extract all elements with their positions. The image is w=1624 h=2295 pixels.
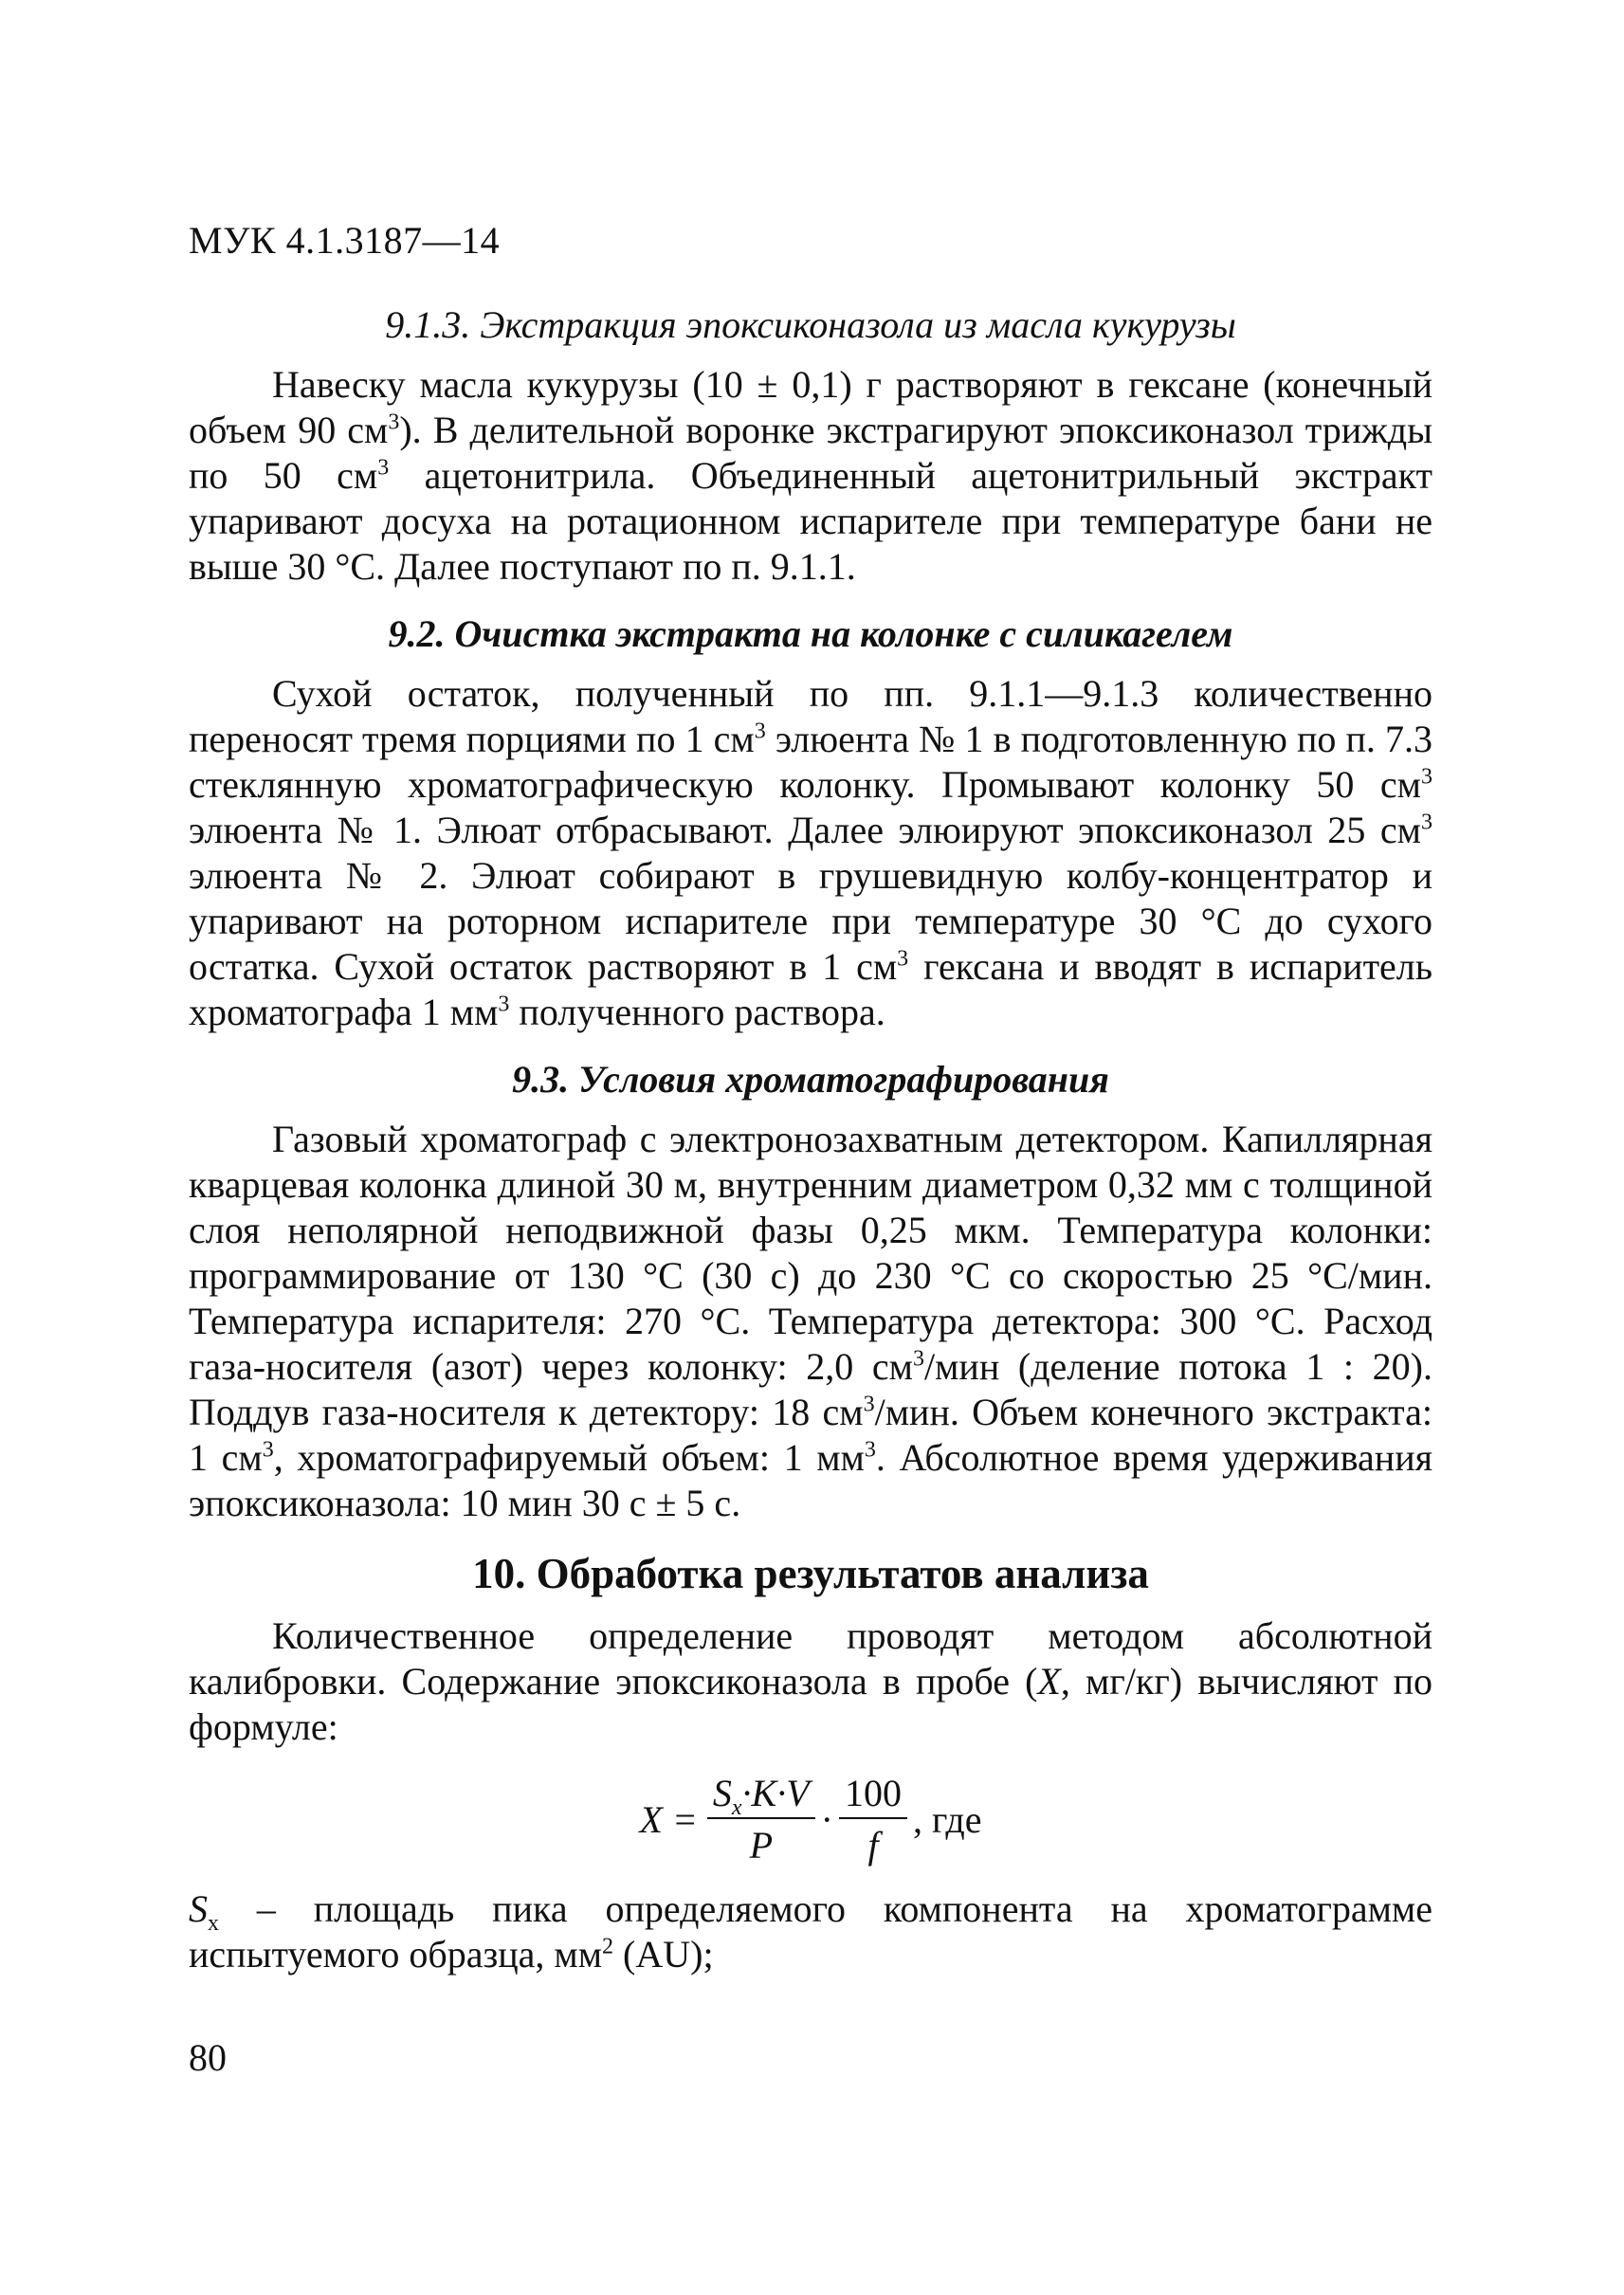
formula-suffix: , где — [913, 1797, 982, 1841]
superscript: 3 — [377, 455, 390, 481]
formula-numerator-2 — [839, 1771, 907, 1819]
text-fragment: , мг/кг) вычисляют по формуле: — [189, 1660, 1432, 1749]
text-fragment: Навеску масла кукурузы (10 ± 0,1) г растворяют в гексане (конечный объем 90 см — [189, 363, 1432, 451]
formula-numerator-1 — [707, 1771, 815, 1819]
formula-denominator-1: P — [749, 1824, 773, 1867]
text-fragment: Газовый хроматограф с электронозахватным детектором. Капиллярная кварцевая колонка длиной 30 м, внутренним диаметром 0,32 мм с толщиной слоя неполярной неподвижной фазы 0,25 мкм. Температура колонки: программирование от 130 °С (30 с) до 230 °С со скоростью 25 °С/мин. Температура испарителя: 270 °С. Температура детектора: 300 °С. Расход газа-носителя (азот) через колонку: 2,0 см — [189, 1118, 1432, 1388]
definition-subscript: x — [208, 1911, 219, 1937]
superscript: 3 — [388, 410, 400, 435]
definition-text: – площадь пика определяемого компонента на хроматограмме испытуемого образца, мм — [189, 1887, 1432, 1976]
page-number: 80 — [189, 2036, 227, 2079]
text-fragment: Сухой остаток, полученный по пп. 9.1.1—9.1.3 количественно переносят тремя порциями по 1 см — [189, 672, 1432, 760]
section-9-2-title: 9.2. Очистка экстракта на колонке с силикагелем — [388, 612, 1233, 655]
text-fragment: , хроматографируемый объем: 1 мм — [273, 1436, 865, 1479]
section-9-3-title: 9.3. Условия хроматографирования — [512, 1058, 1109, 1101]
formula-numerator-rest: ·K·V — [741, 1772, 810, 1815]
formula-symbol-s: S — [712, 1772, 732, 1815]
definition-text-end: (AU); — [613, 1933, 714, 1976]
formula-fraction-2 — [839, 1771, 907, 1867]
section-9-1-3-title: 9.1.3. Экстракция эпоксиконазола из масла кукурузы — [385, 303, 1236, 346]
superscript: 3 — [498, 992, 510, 1017]
running-header: МУК 4.1.3187—14 — [189, 219, 501, 262]
text-fragment: гексана и вводят в испаритель хроматографа 1 мм — [189, 945, 1433, 1033]
superscript: 3 — [913, 1346, 924, 1372]
text-fragment: Количественное определение проводят методом абсолютной калибровки. Содержание эпоксиконазола в пробе ( — [189, 1614, 1432, 1703]
section-9-3-paragraph — [189, 1117, 1432, 1526]
text-fragment: /мин. Объем конечного экстракта: 1 см — [189, 1391, 1432, 1479]
section-10-paragraph — [189, 1613, 1432, 1750]
text-fragment: элюента № 1. Элюат отбрасывают. Далее элюируют эпоксиконазол 25 см — [189, 809, 1421, 851]
superscript: 3 — [262, 1437, 274, 1463]
text-fragment: . Абсолютное время удерживания эпоксиконазола: 10 мин 30 с ± 5 с. — [189, 1436, 1432, 1524]
superscript: 3 — [754, 719, 766, 744]
formula-numerator-2-value: 100 — [845, 1772, 902, 1815]
text-fragment: ). В делительной воронке экстрагируют эпоксиконазол трижды по 50 см — [189, 409, 1433, 497]
formula-subscript-x: x — [731, 1795, 742, 1821]
variable-x: X — [1037, 1660, 1061, 1703]
section-9-2-paragraph — [189, 671, 1432, 1035]
formula-lhs: X = — [639, 1797, 698, 1841]
section-10-title: 10. Обработка результатов анализа — [472, 1550, 1149, 1597]
superscript: 3 — [863, 1392, 875, 1417]
page-content — [189, 301, 1432, 1998]
superscript: 2 — [602, 1934, 614, 1959]
superscript: 3 — [864, 1437, 876, 1463]
text-fragment: элюента № 2. Элюат собирают в грушевидную колбу-концентратор и упаривают на роторном испарителе при температуре 30 °С до сухого остатка. Сухой остаток растворяют в 1 см — [189, 854, 1432, 988]
definition-sx — [189, 1886, 1432, 1977]
definition-symbol: S — [189, 1887, 208, 1931]
text-fragment: /мин (деление потока 1 : 20). Поддув газа-носителя к детектору: 18 см — [189, 1345, 1433, 1433]
formula-fraction-1 — [707, 1771, 815, 1867]
superscript: 3 — [897, 946, 909, 972]
formula — [189, 1771, 1432, 1867]
text-fragment: ацетонитрила. Объединенный ацетонитрильный экстракт упаривают досуха на ротационном испарителе при температуре бани не выше 30 °С. Далее поступают по п. 9.1.1. — [189, 454, 1432, 588]
formula-dot: · — [820, 1797, 833, 1841]
superscript: 3 — [1421, 810, 1432, 835]
section-9-1-3-paragraph — [189, 362, 1432, 590]
formula-denominator-2: f — [867, 1824, 879, 1867]
text-fragment: элюента № 1 в подготовленную по п. 7.3 стеклянную хроматографическую колонку. Промывают колонку 50 см — [189, 718, 1432, 806]
text-fragment: полученного раствора. — [509, 991, 885, 1033]
superscript: 3 — [1421, 764, 1432, 790]
